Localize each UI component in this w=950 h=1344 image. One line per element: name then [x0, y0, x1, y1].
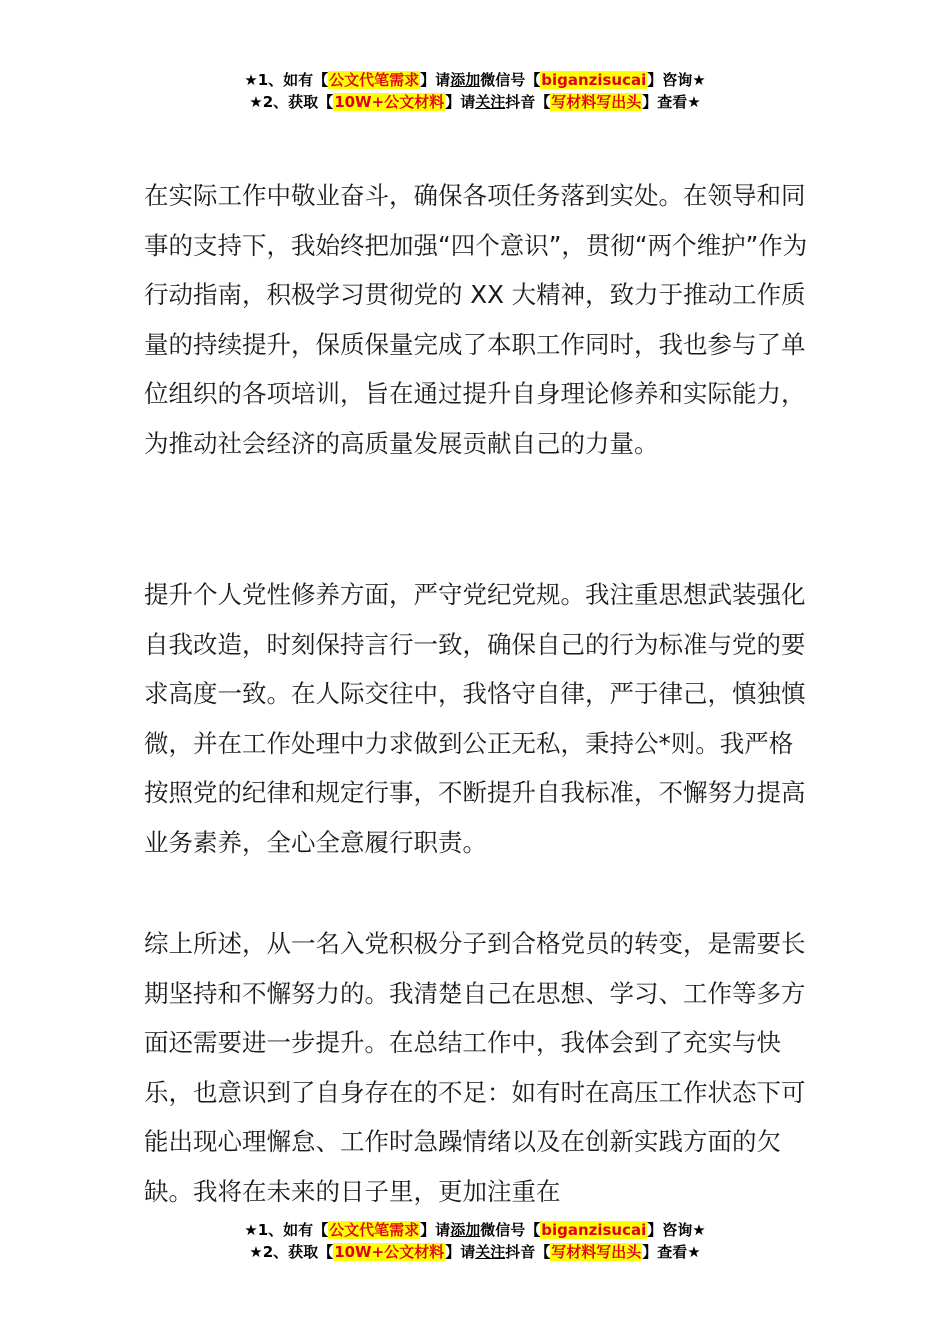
highlight-materials: 10W+公文材料: [334, 1243, 445, 1261]
highlight-douyin-account: 写材料写出头: [551, 1243, 642, 1261]
banner-line-1: ★1、如有【公文代笔需求】请添加微信号【biganzisucai】咨询★: [244, 71, 706, 89]
banner-line-2: ★2、获取【10W+公文材料】请关注抖音【写材料写出头】查看★: [249, 1243, 701, 1261]
highlight-materials: 10W+公文材料: [334, 93, 445, 111]
body-paragraph-1: 在实际工作中敬业奋斗，确保各项任务落到实处。在领导和同事的支持下，我始终把加强“四个意识”，贯彻“两个维护”作为行动指南，积极学习贯彻党的 XX 大精神，致力于推动工作质量的持续提升，保质保量完成了本职工作同时，我也参与了单位组织的各项培训，旨在通过提升自身理论修养和实际能力，为推动社会经济的高质量发展贡献自己的力量。: [144, 181, 808, 458]
highlight-douyin-account: 写材料写出头: [551, 93, 642, 111]
banner-line-2: ★2、获取【10W+公文材料】请关注抖音【写材料写出头】查看★: [249, 93, 701, 111]
highlight-wechat-id: biganzisucai: [541, 71, 647, 89]
body-paragraph-3: 综上所述，从一名入党积极分子到合格党员的转变，是需要长期坚持和不懈努力的。我清楚自己在思想、学习、工作等多方面还需要进一步提升。在总结工作中，我体会到了充实与快乐，也意识到了自身存在的不足：如有时在高压工作状态下可能出现心理懈怠、工作时急躁情绪以及在创新实践方面的欠缺。我将在未来的日子里，更加注重在: [144, 929, 806, 1206]
highlight-service: 公文代笔需求: [329, 1221, 420, 1239]
highlight-wechat-id: biganzisucai: [541, 1221, 647, 1239]
highlight-service: 公文代笔需求: [329, 71, 420, 89]
footer-banner: [0, 1219, 950, 1263]
body-paragraph-2: 提升个人党性修养方面，严守党纪党规。我注重思想武装强化自我改造，时刻保持言行一致，确保自己的行为标准与党的要求高度一致。在人际交往中，我恪守自律，严于律己，慎独慎微，并在工作处理中力求做到公正无私，秉持公*则。我严格按照党的纪律和规定行事，不断提升自我标准，不懈努力提高业务素养，全心全意履行职责。: [144, 580, 806, 857]
header-banner: [0, 69, 950, 113]
banner-line-1: ★1、如有【公文代笔需求】请添加微信号【biganzisucai】咨询★: [244, 1221, 706, 1239]
